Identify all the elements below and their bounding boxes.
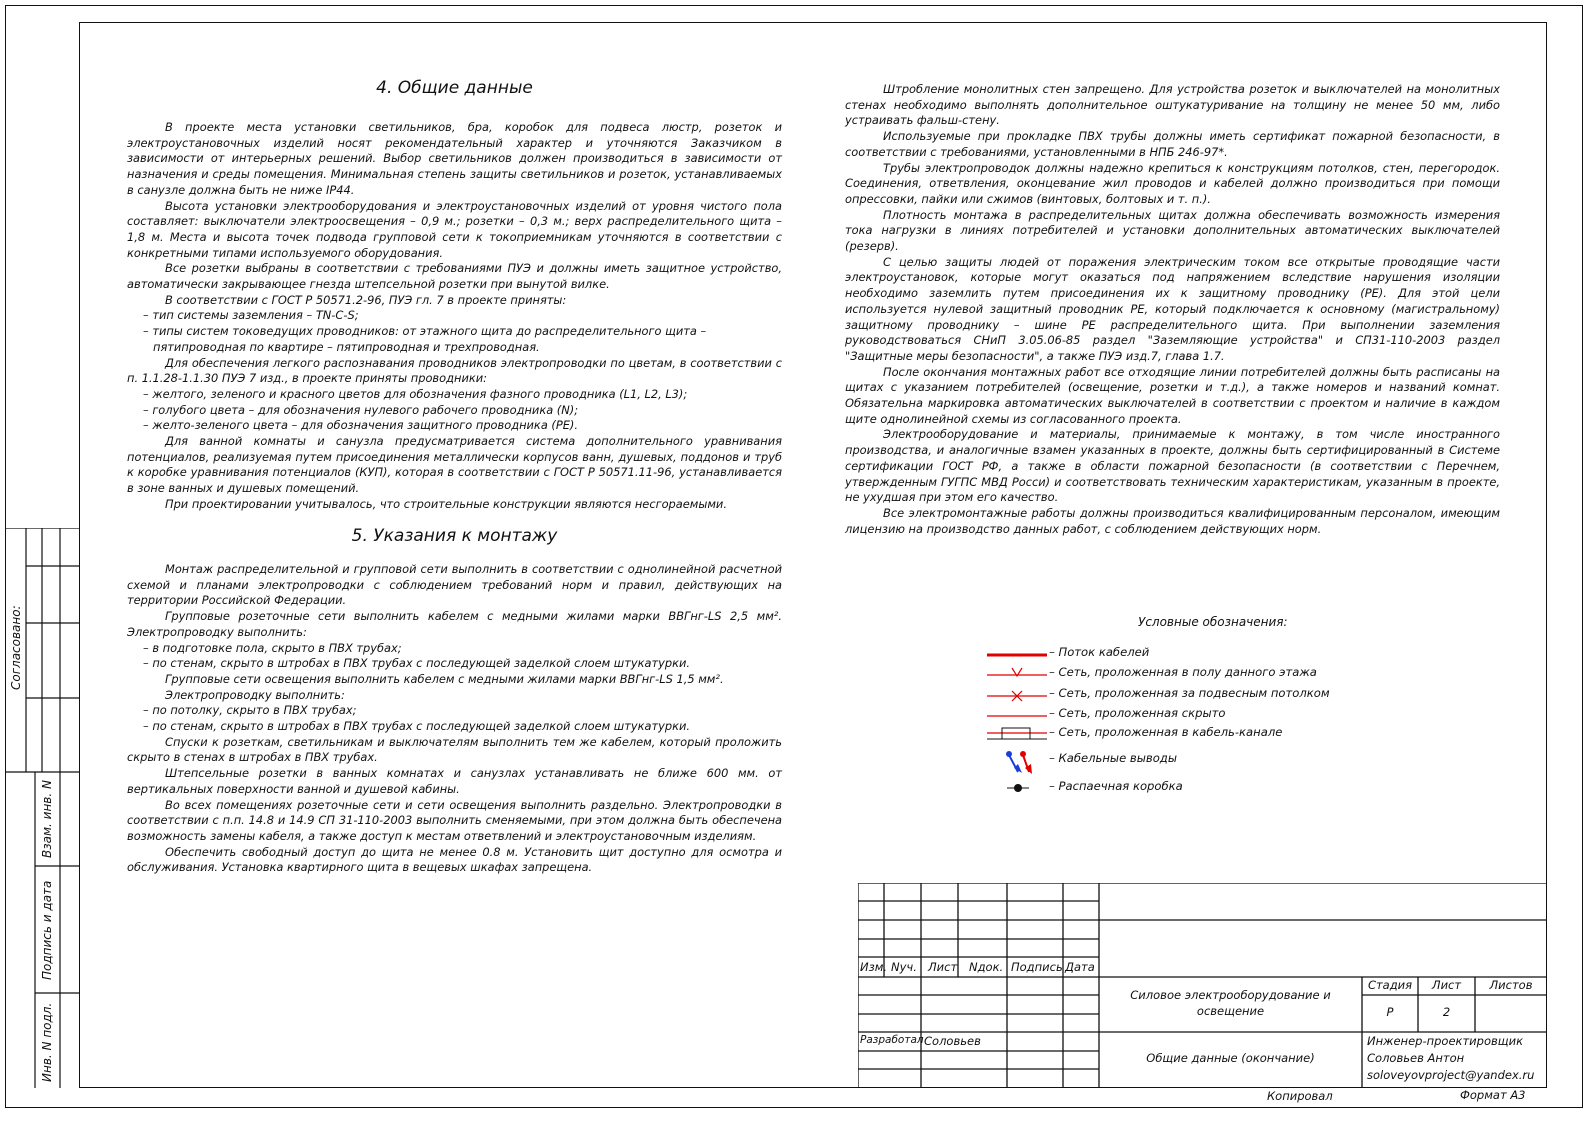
- section4-list-item: – желтого, зеленого и красного цветов для обозначения фазного проводника (L1, L2, L3);: [143, 386, 688, 401]
- section5-paragraph: Групповые розеточные сети выполнить кабелем с медными жилами марки ВВГнг-LS 2,5 мм². Электропроводку выполнить:: [127, 609, 782, 639]
- right-paragraph: После окончания монтажных работ все отходящие линии потребителей должны быть расписаны на щитах с указанием потребителей (освещение, розетки и т.д.), а также номеров и названий комнат. Обязательна маркировка автоматических выключателей в соответствии с проектом и наличие в каждом щите однолинейной схемы из согласованного проекта.: [845, 364, 1500, 426]
- section4-list-item: – тип системы заземления – TN-C-S;: [143, 308, 359, 323]
- section5-paragraph: Спуски к розеткам, светильникам и выключателям выполнить тем же кабелем, который проложить скрыто в стенах в штробах в ПВХ трубах.: [127, 734, 782, 765]
- section4-paragraph: Все розетки выбраны в соответствии с требованиями ПУЭ и должны иметь защитное устройство, автоматически закрывающее гнезда штепсельной розетки при вынутой вилке.: [127, 261, 782, 292]
- side-stamp: [5, 528, 79, 1088]
- developer-name: Соловьев: [924, 1034, 981, 1048]
- org-email: soloveyovproject@yandex.ru: [1367, 1068, 1535, 1082]
- section4-body: [127, 120, 782, 513]
- section5-list-item: – в подготовке пола, скрыто в ПВХ трубах;: [143, 640, 402, 655]
- format-label: Формат А3: [1460, 1088, 1526, 1102]
- section4-paragraph: В проекте места установки светильников, бра, коробок для подвеса люстр, розеток и электроустановочных изделий носят рекомендательный характер и уточняются Заказчиком в зависимости от интерьерных решений. Выбор светильников должен производиться в зависимости от назначения и среды помещения. Минимальная степень защиты светильников и розеток, устанавливаемых в санузле должна быть не ниже IP44.: [127, 120, 782, 197]
- section5-paragraph: Групповые сети освещения выполнить кабелем с медными жилами марки ВВГнг-LS 1,5 мм².: [165, 671, 724, 686]
- sheet-label: Лист: [1431, 978, 1462, 992]
- section5-list-item: – по стенам, скрыто в штробах в ПВХ трубах с последующей заделкой слоем штукатурки.: [143, 719, 690, 734]
- section4-paragraph: Для ванной комнаты и санузла предусматривается система дополнительного уравнивания потенциалов, реализуемая путем присоединения металлически корпусов ванн, душевых, поддонов и труб к коробке уравнивания потенциалов (КУП), которая в соответствии с ГОСТ Р 50571.11-96, устанавливается в зоне ванных и душевых помещений.: [127, 434, 782, 496]
- header-izm: Изм.: [860, 960, 888, 974]
- right-paragraph: Используемые при прокладке ПВХ трубы должны иметь сертификат пожарной безопасности, в соответствии с требованиями, установленными в НПБ 246-97*.: [845, 129, 1500, 159]
- stage-value: Р: [1386, 1005, 1394, 1019]
- right-paragraph: С целью защиты людей от поражения электрическим током все открытые проводящие части электроустановок, которые могут оказаться под напряжением вследствие нарушения изоляции необходимо заземлить путем присоединения их к защитному проводнику (PE). Для этой цели используется нулевой защитный проводник PE, который подключается к основному (магистральному) защитному проводнику – шине PE распределительного щита. При выполнении заземления руководствоваться СНиП 3.05.06-85 раздел "Заземляющие устройства" и СП31-110-2003 раздел "Защитные меры безопасности", а также ПУЭ изд.7, глава 1.7.: [845, 254, 1500, 363]
- org-line2: Соловьев Антон: [1367, 1051, 1465, 1065]
- right-paragraph: Все электромонтажные работы должны производиться квалифицированным персоналом, имеющим лицензию на производство данных работ, с соблюдением действующих норм.: [845, 505, 1500, 536]
- section5-list-item: – по стенам, скрыто в штробах в ПВХ трубах с последующей заделкой слоем штукатурки.: [143, 656, 690, 671]
- header-list: Лист: [928, 960, 958, 974]
- legend: [985, 640, 1385, 810]
- title-block: [858, 883, 1547, 1088]
- legend-item-label: – Поток кабелей: [1049, 645, 1150, 659]
- section5-body: [127, 562, 782, 876]
- section5-paragraph: Обеспечить свободный доступ до щита не менее 0.8 м. Установить щит доступно для осмотра и обслуживания. Установка квартирного щита в вещевых шкафах запрещена.: [127, 844, 782, 875]
- replace-inv-label: Взам. инв. N: [40, 780, 54, 858]
- legend-symbols: [985, 640, 1055, 810]
- header-signature: Подпись: [1011, 960, 1063, 974]
- section4-list-item: – желто-зеленого цвета – для обозначения защитного проводника (PE).: [143, 418, 578, 433]
- section4-title: 4. Общие данные: [376, 78, 533, 98]
- legend-item-label: – Сеть, проложенная скрыто: [1049, 706, 1226, 720]
- right-paragraph: Штробление монолитных стен запрещено. Для устройства розеток и выключателей на монолитных стенах необходимо выполнять дополнительное оштукатуривание на толщину не менее 50 мм, либо устраивать фальш-стену.: [845, 82, 1500, 128]
- section5-paragraph: Во всех помещениях розеточные сети и сети освещения выполнить раздельно. Электропроводки в соответствии с п.п. 14.8 и 14.9 СП 31-110-2003 выполнить сменяемыми, при этом должна быть обеспечена возможность замены кабеля, а также доступ к местам ответвлений и электроустановочным изделиям.: [127, 797, 782, 843]
- cable-outputs-icon: [1006, 751, 1032, 774]
- legend-title: Условные обозначения:: [1138, 615, 1288, 629]
- header-nuch: Nуч.: [891, 960, 917, 974]
- sheets-label: Листов: [1489, 978, 1533, 992]
- section5-paragraph: Штепсельные розетки в ванных комнатах и санузлах устанавливать не ближе 600 мм. от вертикальных поверхности ванной и душевой кабины.: [127, 766, 782, 796]
- legend-item-label: – Распаечная коробка: [1049, 779, 1183, 793]
- section4-list-item: – голубого цвета – для обозначения нулевого рабочего проводника (N);: [143, 402, 579, 417]
- stage-label: Стадия: [1367, 978, 1413, 992]
- legend-item-label: – Сеть, проложенная за подвесным потолком: [1049, 686, 1330, 700]
- inv-orig-label: Инв. N подл.: [40, 1002, 54, 1082]
- section4-paragraph: В соответствии с ГОСТ Р 50571.2-96, ПУЭ гл. 7 в проекте приняты:: [165, 292, 567, 307]
- cable-channel-symbol: [987, 728, 1047, 739]
- section5-paragraph: Монтаж распределительной и групповой сети выполнить в соответствии с однолинейной расчетной схемой и планами электропроводки с соблюдением требований норм и правил, действующих на территории Российской Федерации.: [127, 562, 782, 608]
- section5-list-item: – по потолку, скрыто в ПВХ трубах;: [143, 703, 357, 718]
- junction-box-icon: [1007, 784, 1029, 792]
- floor-network-symbol: [987, 668, 1047, 676]
- legend-item-label: – Сеть, проложенная в полу данного этажа: [1049, 665, 1317, 679]
- section5-paragraph: Электропроводку выполнить:: [165, 687, 345, 702]
- section5-title: 5. Указания к монтажу: [351, 526, 558, 546]
- sheet-value: 2: [1442, 1005, 1451, 1019]
- section4-list-item: – типы систем токоведущих проводников: от этажного щита до распределительного щита – пятипроводная по квартире – пятипроводная и трехпроводная.: [143, 324, 707, 354]
- legend-item-label: – Кабельные выводы: [1049, 751, 1177, 765]
- org-line1: Инженер-проектировщик: [1367, 1034, 1524, 1048]
- section4-paragraph: Высота установки электрооборудования и электроустановочных изделий от уровня чистого пола составляет: выключатели электроосвещения – 0,9 м.; розетки – 0,3 м.; верх распределительного щита – 1,8 м. Места и высота точек подвода групповой сети к токоприемникам уточняются в соответствии с конкретными типами используемого оборудования.: [127, 198, 782, 260]
- section4-paragraph: При проектировании учитывалось, что строительные конструкции являются несгораемыми.: [165, 496, 727, 511]
- header-date: Дата: [1065, 960, 1095, 974]
- right-paragraph: Электрооборудование и материалы, принимаемые к монтажу, в том числе иностранного производства, и аналогичные взамен указанных в проекте, должны быть сертифицированный в Системе сертификации ГОСТ РФ, а также в области пожарной безопасности (в соответствии с Перечнем, утвержденным ГУГПС МВД Росси) и соответствовать техническим характеристикам, указанным в проекте, не ухудшая при этом его качество.: [845, 427, 1500, 505]
- legend-item-label: – Сеть, проложенная в кабель-канале: [1049, 725, 1283, 739]
- developed-label: Разработал: [860, 1034, 924, 1046]
- copied-label: Копировал: [1267, 1089, 1333, 1103]
- sign-date-label: Подпись и дата: [40, 880, 54, 980]
- ceiling-network-symbol: [987, 691, 1047, 701]
- right-column-body: [845, 82, 1500, 537]
- right-paragraph: Плотность монтажа в распределительных щитах должна обеспечивать возможность измерения тока нагрузки в линиях потребителей и установки дополнительных автоматических выключателей (резерв).: [845, 207, 1500, 254]
- project-name: Силовое электрооборудование и освещение: [1130, 988, 1331, 1018]
- section4-paragraph: Для обеспечения легкого распознавания проводников электропроводки по цветам, в соответствии с п. 1.1.28-1.1.30 ПУЭ 7 изд., в проекте приняты проводники:: [127, 355, 782, 386]
- header-ndok: Nдок.: [969, 960, 1004, 974]
- agreed-label: Согласовано:: [9, 605, 23, 690]
- right-paragraph: Трубы электропроводок должны надежно крепиться к конструкциям потолков, стен, перегородок. Соединения, ответвления, оконцевание жил проводов и кабелей должно производиться при помощи опрессовки, пайки или сжимов (винтовых, болтовых и т. п.).: [845, 160, 1500, 206]
- sheet-name: Общие данные (окончание): [1146, 1051, 1315, 1065]
